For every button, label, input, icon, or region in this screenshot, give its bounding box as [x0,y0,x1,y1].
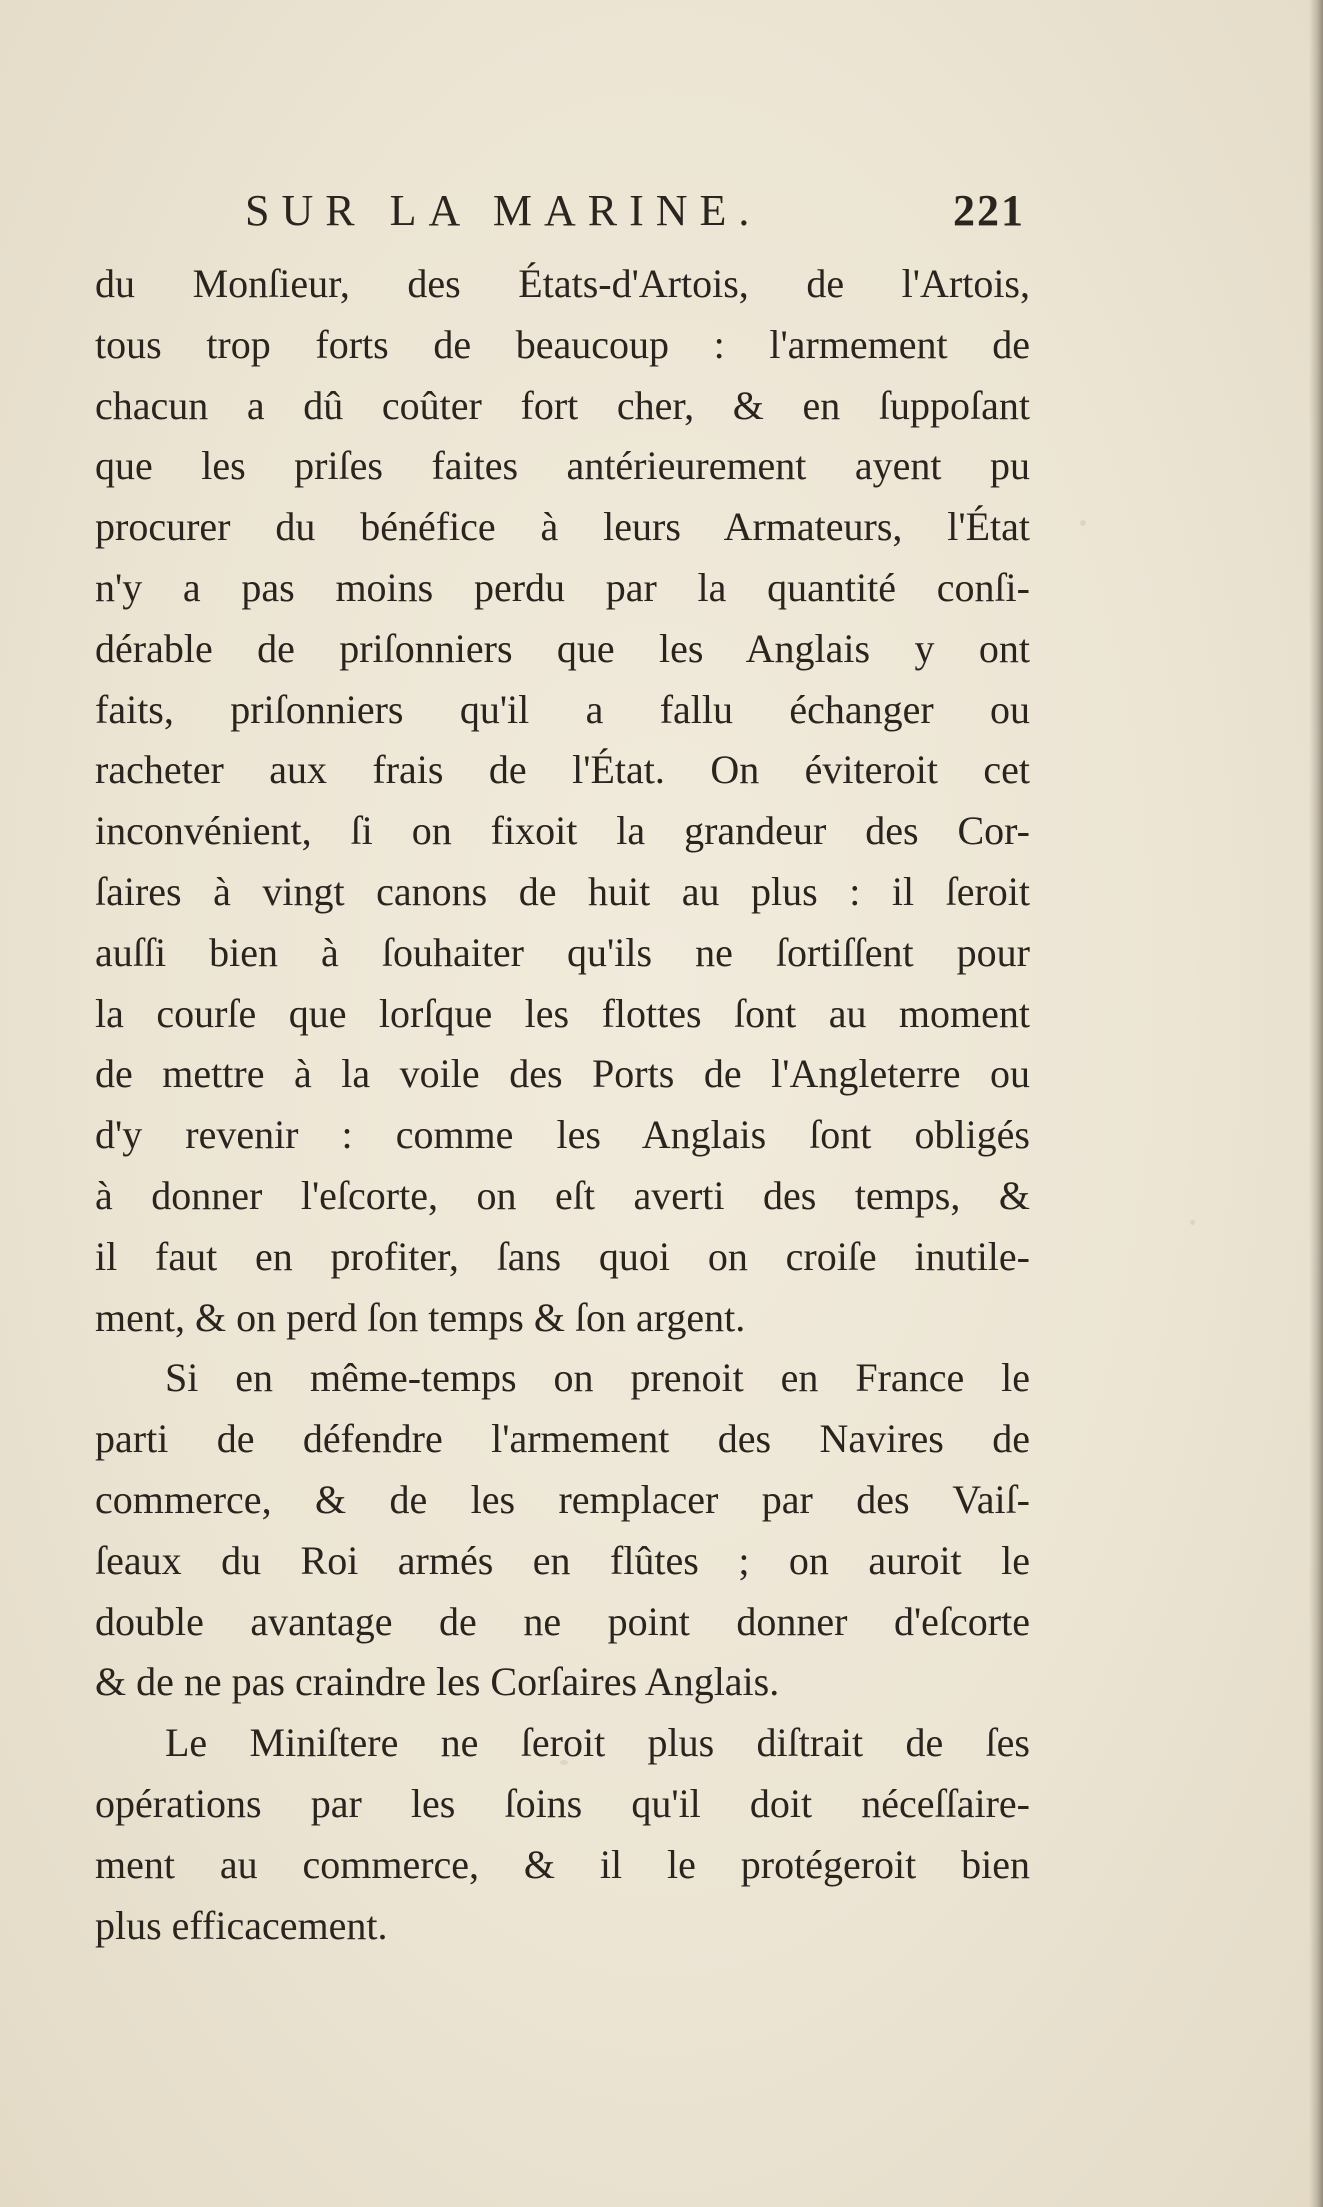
foxing-spot [1080,520,1086,526]
text-line: chacun a dû coûter fort cher, & en ſuppoſant [95,382,1030,428]
text-line: n'y a pas moins perdu par la quantité conſi- [95,564,1030,610]
text-line: Si en même-temps on prenoit en France le [165,1355,1030,1401]
body-text [95,254,1030,1956]
paragraph-3 [95,1713,1030,1956]
paragraph-2 [95,1348,1030,1713]
text-line: il faut en profiter, ſans quoi on croiſe inutile- [95,1233,1030,1279]
page-header [245,186,1025,236]
text-line: procurer du bénéfice à leurs Armateurs, l'État [95,504,1030,550]
text-line: du Monſieur, des États-d'Artois, de l'Artois, [95,261,1030,306]
text-line: de mettre à la voile des Ports de l'Angleterre ou [95,1051,1030,1097]
text-line: ment, & on perd ſon temps & ſon argent. [95,1294,746,1340]
text-line: & de ne pas craindre les Corſaires Anglais. [95,1659,780,1705]
text-line: commerce, & de les remplacer par des Vaiſ- [95,1476,1030,1522]
text-line: ſeaux du Roi armés en flûtes ; on auroit le [95,1537,1030,1583]
paragraph-1 [95,254,1030,1348]
text-line: dérable de priſonniers que les Anglais y ont [95,625,1030,671]
text-line: la courſe que lorſque les flottes ſont au moment [95,990,1030,1036]
text-line: à donner l'eſcorte, on eſt averti des temps, & [95,1172,1030,1218]
text-line: Le Miniſtere ne ſeroit plus diſtrait de ſes [165,1720,1030,1766]
text-line: tous trop forts de beaucoup : l'armement de [95,321,1030,367]
text-line: parti de défendre l'armement des Navires de [95,1416,1030,1462]
running-head: SUR LA MARINE. [245,186,762,235]
text-line: inconvénient, ſi on fixoit la grandeur des Cor- [95,808,1030,854]
text-line: double avantage de ne point donner d'eſcorte [95,1598,1030,1644]
text-line: ment au commerce, & il le protégeroit bien [95,1841,1030,1887]
text-line: ſaires à vingt canons de huit au plus : il ſeroit [95,868,1030,914]
text-line: opérations par les ſoins qu'il doit néceſſaire- [95,1780,1030,1826]
text-line: faits, priſonniers qu'il a fallu échanger ou [95,686,1030,732]
text-line: d'y revenir : comme les Anglais ſont obligés [95,1112,1030,1158]
foxing-spot [1190,1220,1195,1225]
page-number: 221 [953,186,1025,235]
text-line: plus efficacement. [95,1902,388,1948]
text-line: que les priſes faites antérieurement ayent pu [95,443,1030,489]
text-line: racheter aux frais de l'État. On éviteroit cet [95,747,1030,793]
text-line: auſſi bien à ſouhaiter qu'ils ne ſortiſſent pour [95,929,1030,975]
